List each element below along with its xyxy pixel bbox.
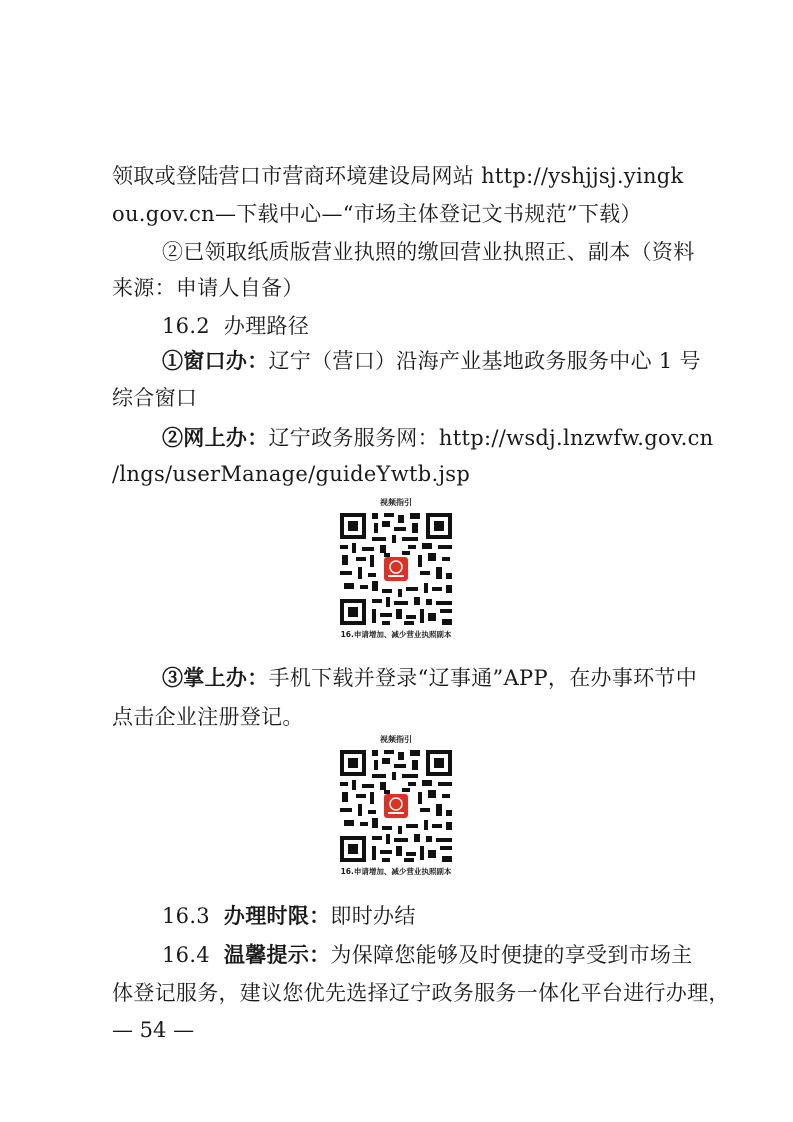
paragraph-line: ou.gov.cn—下载中心—“市场主体登记文书规范”下载） (112, 202, 642, 226)
processing-time-text: 即时办结 (330, 904, 416, 928)
section-number: 16.2 (162, 314, 210, 338)
page-number: — 54 — (112, 1018, 195, 1042)
qr-caption-bottom: 16.申请增加、减少营业执照副本 (340, 867, 452, 876)
qr-code-image (336, 509, 456, 629)
qr-caption-bottom: 16.申请增加、减少营业执照副本 (340, 630, 452, 639)
window-handling-text: 辽宁（营口）沿海产业基地政务服务中心 1 号 (268, 349, 701, 373)
tips-label: 温馨提示： (223, 942, 331, 967)
paragraph-line: 综合窗口 (112, 386, 198, 410)
paragraph-line (162, 345, 701, 377)
qr-caption-top: 视频指引 (380, 735, 412, 744)
section-number: 16.4 (162, 943, 210, 967)
window-handling-label: ①窗口办： (162, 348, 269, 373)
qr-code-block (330, 498, 462, 640)
section-heading-16-2 (162, 310, 309, 342)
mobile-handling-text: 手机下载并登录“辽事通”APP，在办事环节中 (268, 666, 697, 690)
tips-text: 为保障您能够及时便捷的享受到市场主 (330, 943, 693, 967)
qr-code-image (336, 746, 456, 866)
paragraph-line: /lngs/userManage/guideYwtb.jsp (112, 462, 471, 486)
paragraph-line (162, 662, 697, 694)
paragraph-line (162, 422, 713, 454)
section-title: 办理路径 (223, 314, 310, 338)
section-heading-16-3 (162, 900, 416, 932)
paragraph-line: 体登记服务，建议您优先选择辽宁政务服务一体化平台进行办理， (112, 981, 730, 1005)
mobile-handling-label: ③掌上办： (162, 665, 269, 690)
paragraph-line: 点击企业注册登记。 (112, 705, 304, 729)
paragraph-line: ②已领取纸质版营业执照的缴回营业执照正、副本（资料 (162, 240, 695, 264)
online-handling-label: ②网上办： (162, 425, 269, 450)
paragraph-line: 领取或登陆营口市营商环境建设局网站 http://yshjjsj.yingk (112, 164, 684, 188)
section-heading-16-4 (162, 939, 693, 971)
section-number: 16.3 (162, 904, 210, 928)
qr-code-block (330, 735, 462, 877)
online-handling-text: 辽宁政务服务网：http://wsdj.lnzwfw.gov.cn (268, 426, 714, 450)
qr-caption-top: 视频指引 (380, 498, 412, 507)
paragraph-line: 来源：申请人自备） (112, 276, 304, 300)
processing-time-label: 办理时限： (223, 903, 331, 928)
